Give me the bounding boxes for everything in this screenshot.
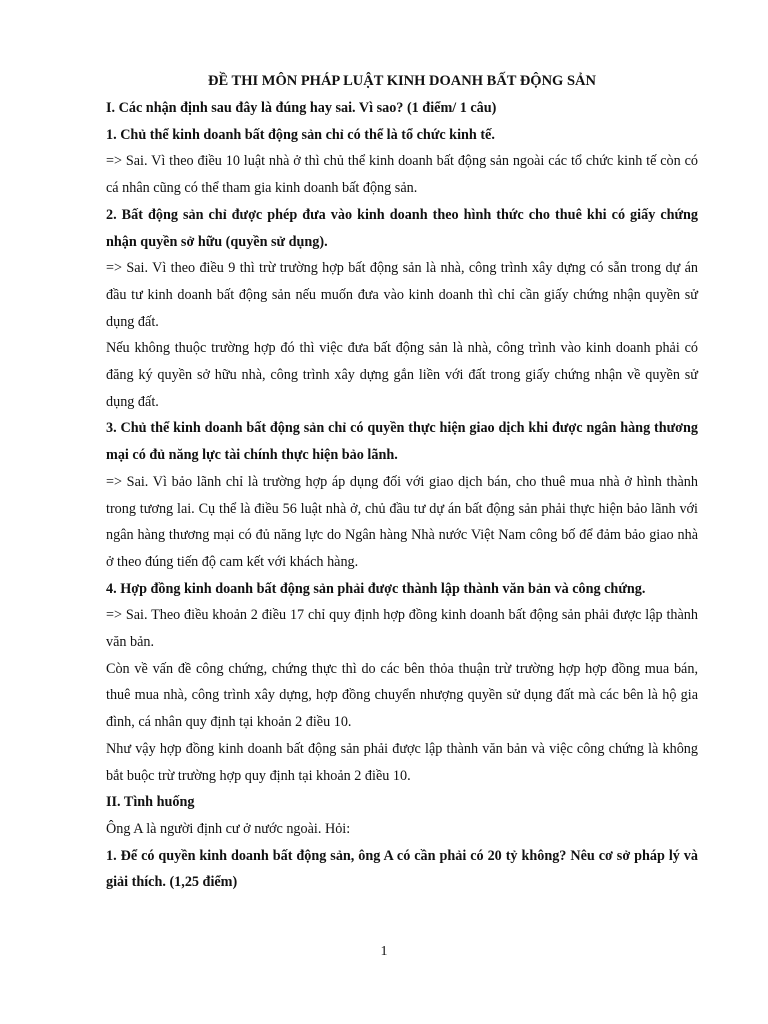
section-heading-2: II. Tình huống: [106, 794, 195, 811]
answer-2: => Sai. Vì theo điều 9 thì trừ trường hợp bất động sản là nhà, công trình xây dựng có sẵn trong dự án đầu tư kinh doanh bất động sản nếu muốn đưa vào kinh doanh thì chỉ cần giấy chứng nhận quyền sử dụng đất.: [106, 260, 698, 330]
document-title: ĐỀ THI MÔN PHÁP LUẬT KINH DOANH BẤT ĐỘNG SẢN: [208, 73, 596, 89]
question-3: 3. Chủ thể kinh doanh bất động sản chỉ có quyền thực hiện giao dịch khi được ngân hàng thương mại có đủ năng lực tài chính thực hiện bảo lãnh.: [106, 420, 698, 464]
question-1: 1. Chủ thể kinh doanh bất động sản chỉ có thể là tổ chức kinh tế.: [106, 126, 495, 143]
section-heading-1: I. Các nhận định sau đây là đúng hay sai. Vì sao? (1 điểm/ 1 câu): [106, 100, 497, 116]
page-number: 1: [380, 944, 388, 959]
answer-2-continued: Nếu không thuộc trường hợp đó thì việc đưa bất động sản là nhà, công trình vào kinh doanh phải có đăng ký quyền sở hữu nhà, công trình xây dựng gắn liền với đất trong giấy chứng nhận về quyền sử dụng đất.: [106, 340, 698, 410]
answer-4-conclusion: Như vậy hợp đồng kinh doanh bất động sản phải được lập thành văn bản và việc công chứng là không bắt buộc trừ trường hợp quy định tại khoản 2 điều 10.: [106, 740, 698, 784]
answer-1: => Sai. Vì theo điều 10 luật nhà ở thì chủ thể kinh doanh bất động sản ngoài các tổ chức kinh tế còn có cá nhân cũng có thể tham gia kinh doanh bất động sản.: [106, 153, 698, 197]
question-2: 2. Bất động sản chỉ được phép đưa vào kinh doanh theo hình thức cho thuê khi có giấy chứng nhận quyền sở hữu (quyền sử dụng).: [106, 206, 698, 250]
question-4: 4. Hợp đồng kinh doanh bất động sản phải được thành lập thành văn bản và công chứng.: [106, 580, 646, 597]
answer-4: => Sai. Theo điều khoản 2 điều 17 chỉ quy định hợp đồng kinh doanh bất động sản phải được lập thành văn bản.: [106, 607, 698, 651]
scenario-question-1: 1. Để có quyền kinh doanh bất động sản, ông A có cần phải có 20 tỷ không? Nêu cơ sở pháp lý và giải thích. (1,25 điểm): [106, 847, 698, 891]
scenario-intro: Ông A là người định cư ở nước ngoài. Hỏi:: [106, 820, 351, 837]
answer-4-continued: Còn về vấn đề công chứng, chứng thực thì do các bên thỏa thuận trừ trường hợp hợp đồng mua bán, thuê mua nhà, công trình xây dựng, hợp đồng chuyển nhượng quyền sử dụng đất mà các bên là hộ gia đình, cá nhân quy định tại khoản 2 điều 10.: [106, 660, 698, 731]
answer-3: => Sai. Vì bảo lãnh chỉ là trường hợp áp dụng đối với giao dịch bán, cho thuê mua nhà ở hình thành trong tương lai. Cụ thể là điều 56 luật nhà ở, chủ đầu tư dự án bất động sản phải thực hiện bảo lãnh với ngân hàng thương mại có đủ năng lực do Ngân hàng Nhà nước Việt Nam công bố để đảm bảo giao nhà ở theo đúng tiến độ cam kết với khách hàng.: [106, 473, 698, 570]
